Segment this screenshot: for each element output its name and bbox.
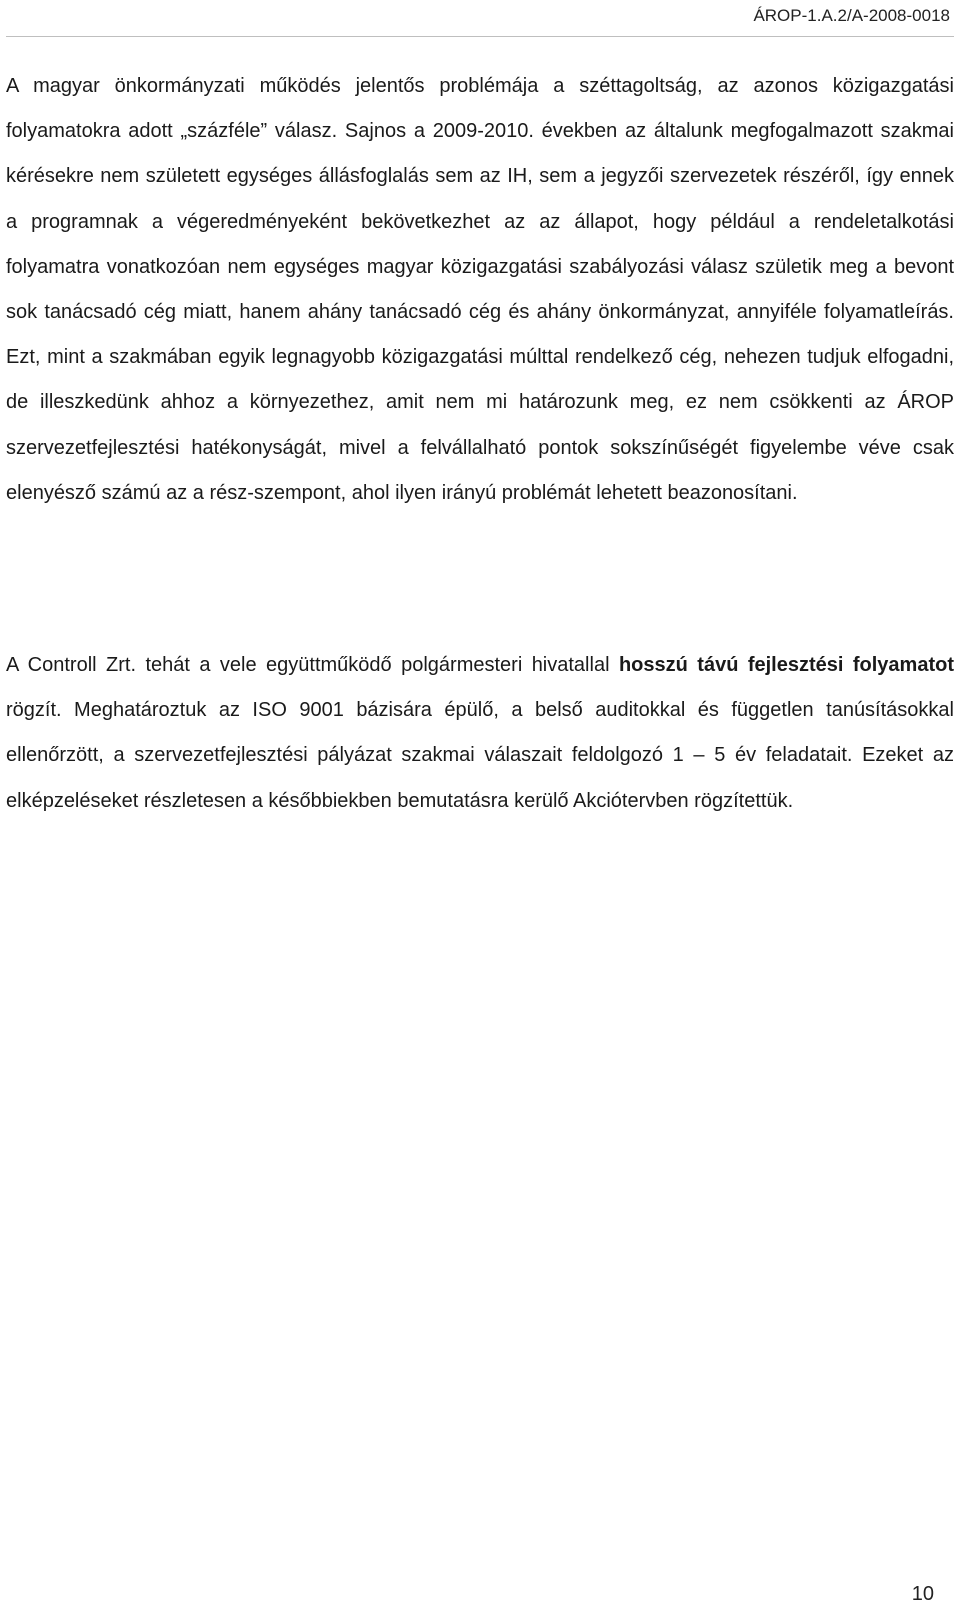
paragraph-fragmentation (6, 64, 954, 516)
header-divider (6, 36, 954, 37)
document-id-header: ÁROP-1.A.2/A-2008-0018 (753, 6, 950, 25)
paragraph-text-tail: rögzít. Meghatároztuk az ISO 9001 bázisára épülő, a belső auditokkal és független tanúsításokkal ellenőrzött, a szervezetfejlesztési pályázat szakmai válaszait feldolgozó 1 – 5 év feladatait. Ezeket az elképzeléseket részletesen a későbbiekben bemutatásra kerülő Akciótervben rögzítettük. (6, 699, 954, 812)
paragraph-development (6, 643, 954, 824)
paragraph-text: A magyar önkormányzati működés jelentős problémája a széttagoltság, az azonos közigazgatási folyamatokra adott „százféle” válasz. Sajnos a 2009-2010. években az általunk megfogalmazott szakmai kérésekre nem született egységes állásfoglalás sem az IH, sem a jegyzői szervezetek részéről, így ennek a programnak a végeredményeként bekövetkezhet az az állapot, hogy például a rendeletalkotási folyamatra vonatkozóan nem egységes magyar közigazgatási szabályozási válasz születik meg a bevont sok tanácsadó cég miatt, hanem ahány tanácsadó cég és ahány önkormányzat, annyiféle folyamatleírás. Ezt, mint a szakmában egyik legnagyobb közigazgatási múlttal rendelkező cég, nehezen tudjuk elfogadni, de illeszkedünk ahhoz a környezethez, amit nem mi határozunk meg, ez nem csökkenti az ÁROP szervezetfejlesztési hatékonyságát, mivel a felvállalható pontok sokszínűségét figyelembe véve csak elenyésző számú az a rész-szempont, ahol ilyen irányú problémát lehetett beazonosítani. (6, 75, 954, 504)
page-number: 10 (911, 1583, 934, 1605)
paragraph-text-emphasis: hosszú távú fejlesztési folyamatot (618, 654, 954, 676)
paragraph-text-lead: A Controll Zrt. tehát a vele együttműködő polgármesteri hivatallal (6, 654, 619, 676)
